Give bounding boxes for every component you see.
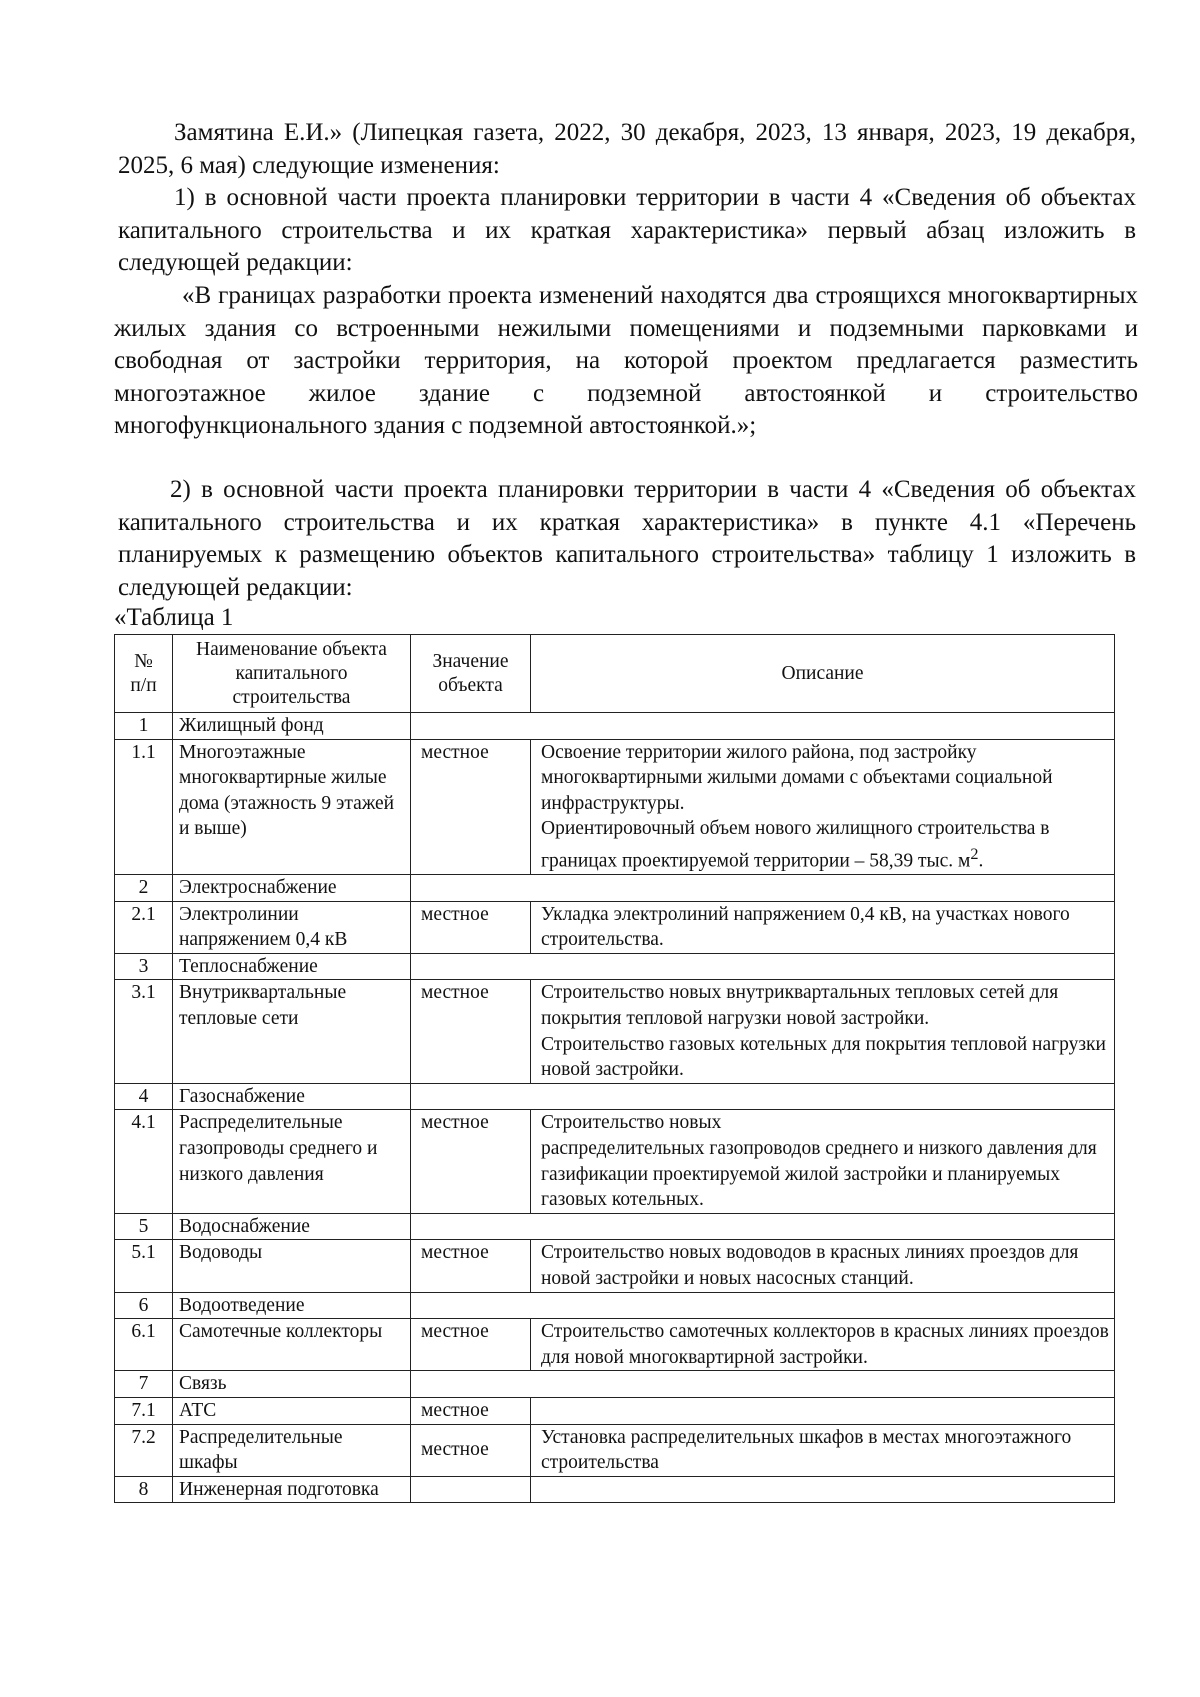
row-object-name: Водоводы <box>173 1240 411 1292</box>
row-object-name: Многоэтажные многоквартирные жилые дома (этажность 9 этажей и выше) <box>173 739 411 874</box>
row-object-name: Связь <box>173 1371 411 1398</box>
table-row <box>115 1083 1115 1110</box>
header-number: № п/п <box>115 635 173 713</box>
table-row <box>115 875 1115 902</box>
row-object-value: местное <box>411 980 531 1083</box>
row-object-name: АТС <box>173 1397 411 1424</box>
row-description <box>531 1397 1115 1424</box>
table-row <box>115 1476 1115 1503</box>
header-object-value: Значение объекта <box>411 635 531 713</box>
row-description <box>531 739 1115 874</box>
row-empty-cell <box>411 1371 1115 1398</box>
table-row <box>115 901 1115 953</box>
row-number: 3 <box>115 953 173 980</box>
row-object-name: Внутриквартальные тепловые сети <box>173 980 411 1083</box>
paragraph-intro: Замятина Е.И.» (Липецкая газета, 2022, 30 декабря, 2023, 13 января, 2023, 19 декабря, 2025, 6 мая) следующие изменения: <box>118 119 1136 179</box>
row-description: Установка распределительных шкафов в местах многоэтажного строительства <box>531 1424 1115 1476</box>
row-number: 2 <box>115 875 173 902</box>
row-description: Строительство самотечных коллекторов в красных линиях проездов для новой многоквартирной застройки. <box>531 1319 1115 1371</box>
row-object-name: Жилищный фонд <box>173 713 411 740</box>
row-number: 5 <box>115 1213 173 1240</box>
row-description: Строительство новых внутриквартальных тепловых сетей для покрытия тепловой нагрузки новой застройки. Строительство газовых котельных для покрытия тепловой нагрузки новой застройки. <box>531 980 1115 1083</box>
table-row <box>115 1213 1115 1240</box>
table-caption: «Таблица 1 <box>114 604 234 631</box>
row-number: 7.2 <box>115 1424 173 1476</box>
row-empty-cell <box>411 1083 1115 1110</box>
row-object-value: местное <box>411 1319 531 1371</box>
row-object-name: Газоснабжение <box>173 1083 411 1110</box>
row-number: 5.1 <box>115 1240 173 1292</box>
table-row <box>115 1110 1115 1213</box>
row-empty-cell <box>411 1213 1115 1240</box>
row-object-name: Электролинии напряжением 0,4 кВ <box>173 901 411 953</box>
row-object-name: Электроснабжение <box>173 875 411 902</box>
table-row <box>115 713 1115 740</box>
row-object-name: Инженерная подготовка <box>173 1476 411 1503</box>
table-row <box>115 1319 1115 1371</box>
description-end: . <box>978 850 984 872</box>
row-empty-cell <box>411 953 1115 980</box>
table-header-row <box>115 635 1115 713</box>
row-number: 6 <box>115 1292 173 1319</box>
row-object-name: Водоснабжение <box>173 1213 411 1240</box>
row-object-name: Распределительные шкафы <box>173 1424 411 1476</box>
row-number: 2.1 <box>115 901 173 953</box>
row-number: 3.1 <box>115 980 173 1083</box>
table-row <box>115 1240 1115 1292</box>
row-empty-cell <box>411 1476 531 1503</box>
row-number: 4.1 <box>115 1110 173 1213</box>
planned-objects-table <box>114 634 1115 1503</box>
header-object-name: Наименование объекта капитального строительства <box>173 635 411 713</box>
table-row <box>115 953 1115 980</box>
row-number: 4 <box>115 1083 173 1110</box>
row-empty-cell <box>531 1476 1115 1503</box>
row-empty-cell <box>411 875 1115 902</box>
row-empty-cell <box>411 1292 1115 1319</box>
row-object-value: местное <box>411 1240 531 1292</box>
row-object-name: Распределительные газопроводы среднего и низкого давления <box>173 1110 411 1213</box>
row-number: 8 <box>115 1476 173 1503</box>
table-row <box>115 980 1115 1083</box>
paragraph-item-1: 1) в основной части проекта планировки территории в части 4 «Сведения об объектах капитального строительства и их краткая характеристика» первый абзац изложить в следующей редакции: <box>118 184 1136 277</box>
row-description: Строительство новых водоводов в красных линиях проездов для новой застройки и новых насосных станций. <box>531 1240 1115 1292</box>
header-description: Описание <box>531 635 1115 713</box>
row-object-value: местное <box>411 1424 531 1476</box>
row-object-value: местное <box>411 1110 531 1213</box>
table-row <box>115 739 1115 874</box>
row-number: 1.1 <box>115 739 173 874</box>
paragraph-quote: «В границах разработки проекта изменений находятся два строящихся многоквартирных жилых здания со встроенными нежилыми помещениями и подземными парковками и свободная от застройки территория, на которой проектом предлагается разместить многоэтажное жилое здание с подземной автостоянкой и строительство многофункционального здания с подземной автостоянкой.»; <box>114 282 1138 440</box>
table-row <box>115 1424 1115 1476</box>
row-object-value: местное <box>411 901 531 953</box>
row-description: Строительство новых распределительных газопроводов среднего и низкого давления для газификации проектируемой жилой застройки и планируемых газовых котельных. <box>531 1110 1115 1213</box>
row-object-value: местное <box>411 739 531 874</box>
row-number: 6.1 <box>115 1319 173 1371</box>
row-object-value: местное <box>411 1397 531 1424</box>
table-row <box>115 1292 1115 1319</box>
row-empty-cell <box>411 713 1115 740</box>
paragraph-item-2: 2) в основной части проекта планировки территории в части 4 «Сведения об объектах капитального строительства и их краткая характеристика» в пункте 4.1 «Перечень планируемых к размещению объектов капитального строительства» таблицу 1 изложить в следующей редакции: <box>118 476 1136 601</box>
row-object-name: Самотечные коллекторы <box>173 1319 411 1371</box>
row-number: 7.1 <box>115 1397 173 1424</box>
superscript-two: 2 <box>970 844 979 863</box>
description-text: Освоение территории жилого района, под застройку многоквартирными жилыми домами с объектами социальной инфраструктуры. Ориентировочный объем нового жилищного строительства в границах проектируемой территории – 58,39 тыс. м <box>541 741 1053 872</box>
table-row <box>115 1397 1115 1424</box>
row-number: 1 <box>115 713 173 740</box>
row-object-name: Теплоснабжение <box>173 953 411 980</box>
row-number: 7 <box>115 1371 173 1398</box>
table-row <box>115 1371 1115 1398</box>
row-object-name: Водоотведение <box>173 1292 411 1319</box>
row-description: Укладка электролиний напряжением 0,4 кВ, на участках нового строительства. <box>531 901 1115 953</box>
